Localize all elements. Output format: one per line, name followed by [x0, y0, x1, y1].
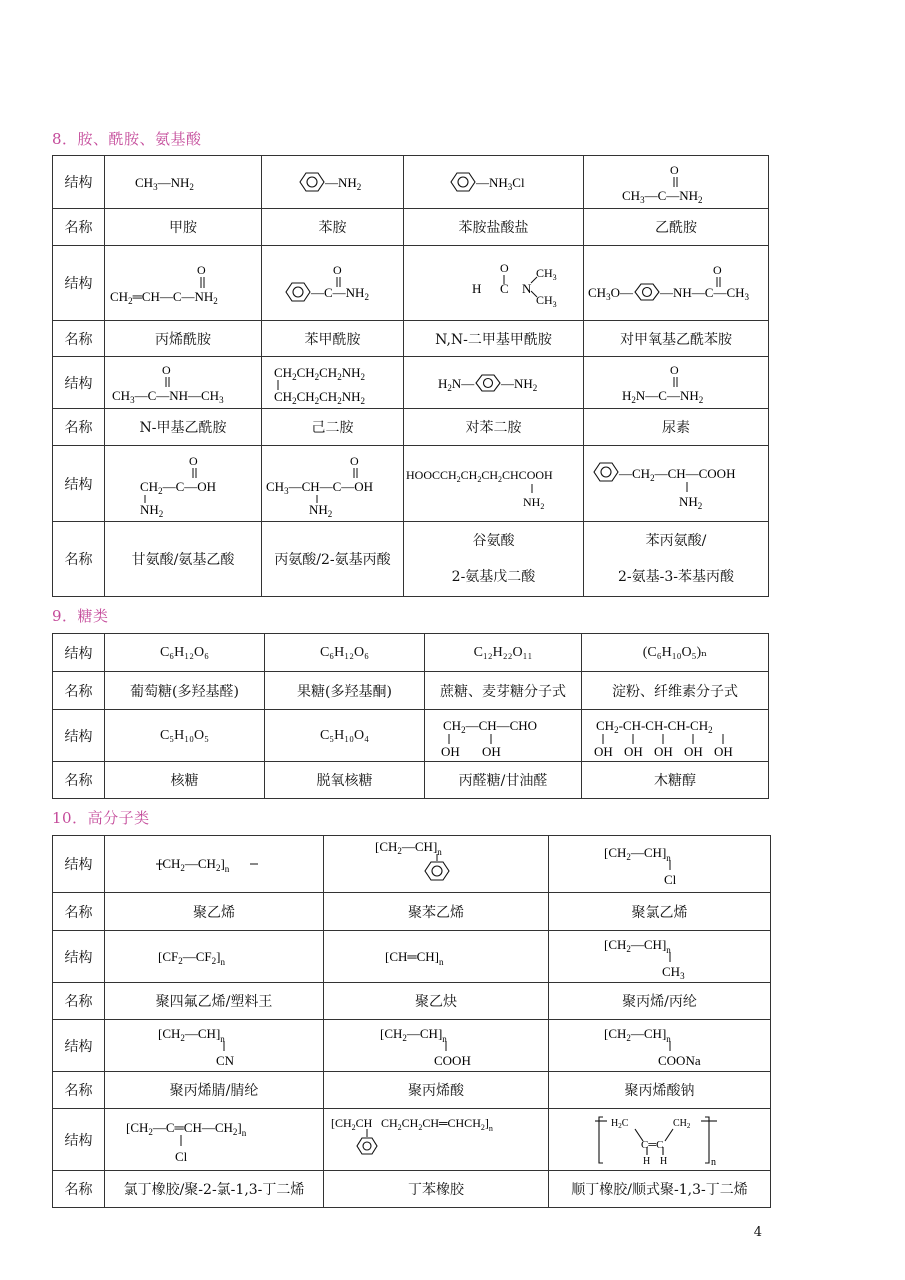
structure-polypropylene [549, 931, 771, 983]
svg-text:OH: OH [594, 743, 613, 759]
svg-text:H: H [659, 1155, 667, 1167]
svg-text:OH: OH [714, 743, 733, 759]
name-cell: 对甲氧基乙酰苯胺 [584, 321, 769, 357]
name-cell: 苯胺 [262, 209, 404, 246]
svg-text:CH3: $CH_3$ [535, 293, 557, 309]
name-line: 2-氨基-3-苯基丙酸 [617, 569, 734, 585]
svg-text:O: O [713, 263, 722, 277]
svg-text:H: H [642, 1155, 650, 1167]
name-cell: 丁苯橡胶 [324, 1171, 549, 1208]
formula-sucrose: C₁₂H₂₂O₁₁ [425, 634, 582, 672]
row-label: 名称 [53, 1072, 105, 1109]
name-cell: 聚氯乙烯 [549, 893, 771, 931]
row-label: 结构 [53, 246, 105, 321]
svg-text:COONa: COONa [657, 1052, 701, 1068]
svg-text:Cl: Cl [663, 872, 676, 887]
name-cell: 甲胺 [105, 209, 262, 246]
row-label: 名称 [53, 321, 105, 357]
name-cell: 丙醛糖/甘油醛 [425, 762, 582, 799]
svg-text:N: N [521, 281, 531, 296]
structure-anilinium-chloride [404, 156, 584, 209]
name-cell: 淀粉、纤维素分子式 [582, 672, 769, 710]
svg-text:[CH2—CH]n: $[CH_2—CH]_n$ [603, 845, 671, 863]
name-cell: 苯甲酰胺 [262, 321, 404, 357]
svg-text:O: O [197, 263, 206, 277]
row-label: 结构 [53, 446, 105, 522]
row-label: 结构 [53, 357, 105, 409]
svg-text:H2C: $H_2C$ [610, 1117, 628, 1130]
polymer-table [52, 835, 771, 1208]
section-8-title: 8．胺、酰胺、氨基酸 [52, 130, 202, 148]
row-label: 名称 [53, 1171, 105, 1208]
svg-text:CH2CH2CH2NH2: $CH_2CH_2CH_2NH_2$ [273, 364, 365, 382]
structure-alanine [262, 446, 404, 522]
svg-text:H2N—: $H_2N—$ [437, 375, 474, 393]
row-label: 名称 [53, 672, 105, 710]
name-cell: 核糖 [105, 762, 265, 799]
svg-text:[CH2—CH]n: $[CH_2—CH]_n$ [375, 839, 442, 857]
name-cell-two-line [404, 522, 584, 597]
structure-n-methylacetamide [105, 357, 262, 409]
svg-text:O: O [162, 362, 171, 377]
name-line: 苯丙氨酸/ [645, 532, 707, 549]
row-label: 名称 [53, 522, 105, 597]
svg-text:CH2: $CH_2$ [672, 1117, 690, 1130]
svg-text:—C—NH2: $—C—NH_2$ [310, 285, 369, 302]
structure-phenylalanine [584, 446, 769, 522]
name-cell: 聚丙烯酸 [324, 1072, 549, 1109]
structure-sbr [324, 1109, 549, 1171]
name-cell: 己二胺 [262, 409, 404, 446]
name-cell: 对苯二胺 [404, 409, 584, 446]
svg-text:COOH: COOH [434, 1052, 471, 1068]
name-cell: 尿素 [584, 409, 769, 446]
name-cell: N,N-二甲基甲酰胺 [404, 321, 584, 357]
svg-text:CH3—NH2: $CH_3—NH_2$ [135, 175, 194, 192]
row-label: 结构 [53, 931, 105, 983]
name-cell: 乙酰胺 [584, 209, 769, 246]
name-cell: 丙氨酸/2-氨基丙酸 [262, 522, 404, 597]
name-cell: 聚丙烯腈/腈纶 [105, 1072, 324, 1109]
svg-text:HOOCCH2CH2CH2CHCOOH: $HOOCCH_2CH_2CH_2CHCOOH$ [406, 467, 553, 484]
formula-starch: (C₆H₁₀O₅)ₙ [582, 634, 769, 672]
structure-sodium-polyacrylate [549, 1020, 771, 1072]
svg-text:NH2: $NH_2$ [523, 494, 545, 511]
structure-ptfe [105, 931, 324, 983]
name-cell: 甘氨酸/氨基乙酸 [105, 522, 262, 597]
page-number: 4 [753, 1225, 762, 1240]
svg-text:CH2CH2CH2NH2: $CH_2CH_2CH_2NH_2$ [273, 388, 365, 406]
name-cell: 聚乙烯 [105, 893, 324, 931]
svg-text:CH3O—: $CH_3O—$ [588, 285, 633, 302]
name-cell: 脱氧核糖 [265, 762, 425, 799]
row-label: 结构 [53, 156, 105, 209]
svg-text:[CH2—C═CH—CH2]n: $[CH_2—C═CH—CH_2]_n$ [126, 1119, 247, 1138]
name-cell: 聚丙烯/丙纶 [549, 983, 771, 1020]
name-cell: 苯胺盐酸盐 [404, 209, 584, 246]
structure-xylitol [582, 710, 769, 762]
structure-polyacetylene [324, 931, 549, 983]
name-cell: 果糖(多羟基酮) [265, 672, 425, 710]
svg-text:OH: OH [684, 743, 703, 759]
svg-text:[CH2—CH2]n: $[CH_2—CH_2]_n$ [158, 856, 230, 874]
structure-dmf [404, 246, 584, 321]
name-cell: 顺丁橡胶/顺式聚-1,3-丁二烯 [549, 1171, 771, 1208]
svg-text:H: H [471, 281, 481, 296]
sugar-table [52, 633, 769, 799]
svg-text:O: O [670, 163, 679, 177]
svg-text:CH3—C—NH—CH3: $CH_3—C—NH—CH_3$ [112, 387, 224, 405]
name-cell: 木糖醇 [582, 762, 769, 799]
structure-polystyrene [324, 836, 549, 893]
row-label: 结构 [53, 710, 105, 762]
svg-text:O: O [670, 362, 679, 377]
name-cell: 丙烯酰胺 [105, 321, 262, 357]
structure-glutamic-acid [404, 446, 584, 522]
svg-text:NH2: $NH_2$ [309, 501, 333, 519]
svg-text:H2N—C—NH2: $H_2N—C—NH_2$ [622, 387, 704, 405]
svg-text:CH3—CH—C—OH: $CH_3—CH—C—OH$ [266, 478, 374, 496]
formula-deoxyribose: C₅H₁₀O₄ [265, 710, 425, 762]
svg-text:C═C: C═C [640, 1138, 663, 1151]
name-line: 谷氨酸 [472, 532, 515, 549]
section-9-title: 9．糖类 [52, 607, 109, 625]
structure-polychloroprene [105, 1109, 324, 1171]
structure-cis-polybutadiene [549, 1109, 771, 1171]
structure-glycine [105, 446, 262, 522]
structure-urea [584, 357, 769, 409]
svg-text:CH3—C—NH2: $CH_3—C—NH_2$ [622, 188, 703, 205]
structure-polyethylene [105, 836, 324, 893]
svg-text:CN: CN [216, 1052, 235, 1068]
svg-text:[CH2CH: [$CH_2CH$ [330, 1115, 372, 1132]
structure-benzamide [262, 246, 404, 321]
svg-text:CH2—CH—CHO: $CH_2—CH—CHO$ [443, 717, 538, 735]
row-label: 结构 [53, 1109, 105, 1171]
structure-aniline [262, 156, 404, 209]
svg-text:CH3: $CH_3$ [535, 266, 557, 282]
svg-text:O: O [499, 261, 509, 275]
structure-polyacrylic-acid [324, 1020, 549, 1072]
row-label: 名称 [53, 893, 105, 931]
name-cell: 氯丁橡胶/聚-2-氯-1,3-丁二烯 [105, 1171, 324, 1208]
amine-amide-table [52, 155, 769, 597]
svg-text:CH2═CH—C—NH2: $CH_2═CH—C—NH_2$ [110, 289, 218, 306]
svg-text:[CH2—CH]n: $[CH_2—CH]_n$ [603, 936, 671, 955]
row-label: 名称 [53, 983, 105, 1020]
row-label: 结构 [53, 634, 105, 672]
svg-text:CH2—C—OH: $CH_2—C—OH$ [140, 478, 217, 496]
name-cell: 聚乙炔 [324, 983, 549, 1020]
structure-polyacrylonitrile [105, 1020, 324, 1072]
row-label: 名称 [53, 209, 105, 246]
svg-text:Cl: Cl [175, 1148, 188, 1164]
svg-text:CH2-CH-CH-CH-CH2: $CH_2-CH-CH-CH-CH_2$ [596, 717, 713, 735]
structure-acetamide [584, 156, 769, 209]
name-line: 2-氨基戊二酸 [451, 569, 536, 585]
svg-text:OH: OH [624, 743, 643, 759]
svg-text:NH2: $NH_2$ [679, 493, 703, 511]
name-cell-two-line [584, 522, 769, 597]
svg-text:[CH═CH]n: $[CH═CH]_n$ [385, 948, 444, 967]
svg-text:O: O [350, 453, 359, 468]
formula-glucose: C₆H₁₂O₆ [105, 634, 265, 672]
svg-text:OH: OH [482, 743, 501, 759]
formula-fructose: C₆H₁₂O₆ [265, 634, 425, 672]
svg-text:[CH2—CH]n: $[CH_2—CH]_n$ [158, 1025, 225, 1044]
row-label: 名称 [53, 762, 105, 799]
svg-text:O: O [189, 453, 198, 468]
svg-text:—NH3Cl: $—NH_3Cl$ [475, 175, 525, 192]
structure-p-phenylenediamine [404, 357, 584, 409]
structure-hexanediamine [262, 357, 404, 409]
name-cell: N-甲基乙酰胺 [105, 409, 262, 446]
svg-text:NH2: $NH_2$ [140, 501, 164, 519]
name-cell: 聚四氟乙烯/塑料王 [105, 983, 324, 1020]
name-cell: 聚丙烯酸钠 [549, 1072, 771, 1109]
svg-text:[CH2—CH]n: $[CH_2—CH]_n$ [603, 1025, 671, 1044]
structure-pvc [549, 836, 771, 893]
row-label: 结构 [53, 1020, 105, 1072]
svg-text:—NH2: $—NH_2$ [324, 175, 361, 192]
svg-text:OH: OH [654, 743, 673, 759]
svg-text:—CH2—CH—COOH: $—CH_2—CH—COOH$ [619, 465, 736, 483]
name-cell: 蔗糖、麦芽糖分子式 [425, 672, 582, 710]
svg-text:O: O [332, 263, 342, 277]
section-10-title: 10．高分子类 [52, 809, 150, 827]
row-label: 结构 [53, 836, 105, 893]
name-cell: 葡萄糖(多羟基醛) [105, 672, 265, 710]
svg-text:n: n [710, 1156, 716, 1168]
svg-text:OH: OH [441, 743, 460, 759]
svg-text:—NH—C—CH3: $—NH—C—CH_3$ [660, 285, 750, 302]
svg-text:CH2CH2CH═CHCH2]n: $CH_2CH_2CH═CHCH_2]_n$ [380, 1115, 493, 1133]
row-label: 名称 [53, 409, 105, 446]
structure-methylamine [105, 156, 262, 209]
svg-text:C: C [499, 281, 509, 296]
svg-text:[CF2—CF2]n: $[CF_2—CF_2]_n$ [158, 948, 225, 967]
name-cell: 聚苯乙烯 [324, 893, 549, 931]
structure-acrylamide [105, 246, 262, 321]
structure-methacetin [584, 246, 769, 321]
formula-ribose: C₅H₁₀O₅ [105, 710, 265, 762]
svg-text:CH3: $CH_3$ [661, 963, 685, 981]
structure-glyceraldehyde [425, 710, 582, 762]
svg-text:—NH2: $—NH_2$ [500, 375, 537, 393]
svg-text:[CH2—CH]n: $[CH_2—CH]_n$ [380, 1025, 447, 1044]
